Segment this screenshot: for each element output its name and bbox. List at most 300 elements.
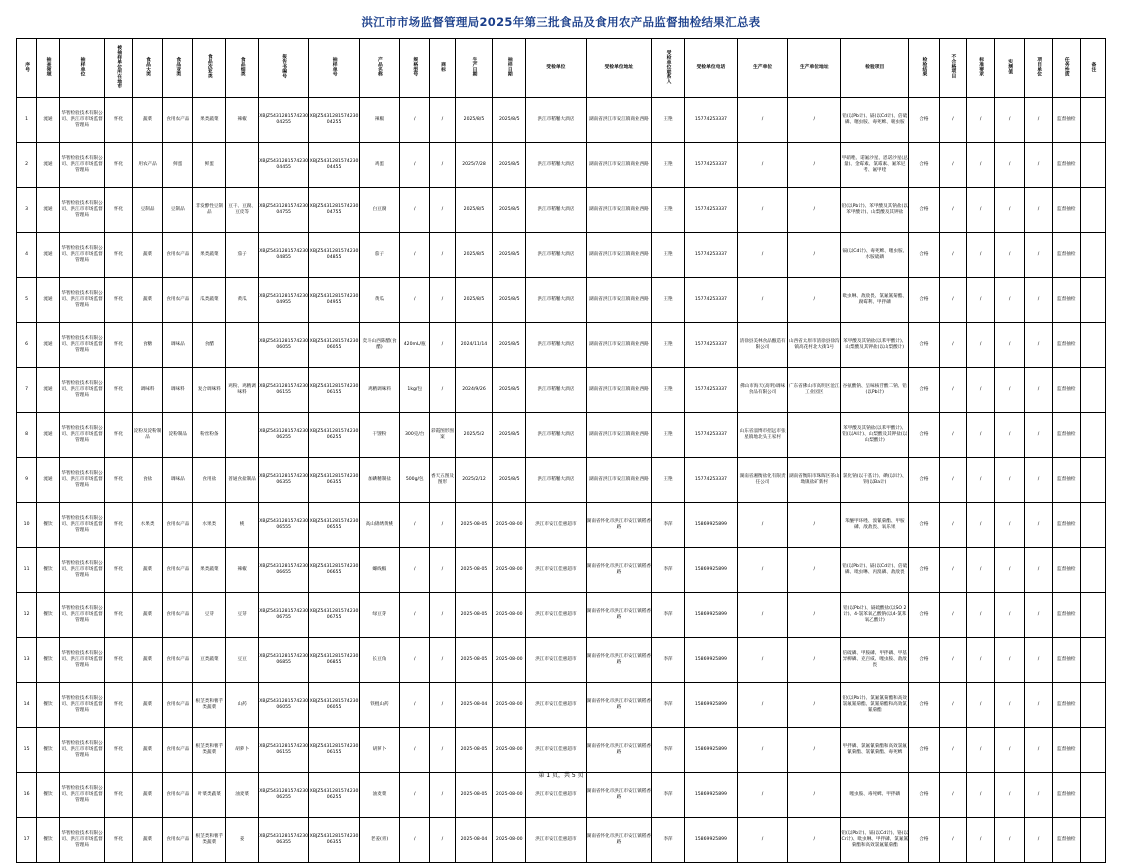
- cell-fail_item: /: [939, 322, 967, 367]
- cell-task: 监督抽检: [1052, 322, 1080, 367]
- cell-contact: 李萍: [652, 817, 685, 862]
- cell-result: 合格: [909, 367, 939, 412]
- col-header-3: 被抽样单位所在地市: [105, 38, 133, 97]
- cell-prod_date: 2025/2/12: [455, 457, 493, 502]
- cell-sample_date: 2025-08-00: [493, 592, 526, 637]
- cell-sample_date: 2025/8/5: [493, 97, 526, 142]
- cell-prod_date: 2025-08-05: [455, 637, 493, 682]
- cell-city: 怀化: [105, 637, 133, 682]
- cell-spec: /: [400, 637, 430, 682]
- cell-cat4: [226, 412, 259, 457]
- col-header-20: 生产单位地址: [788, 38, 841, 97]
- cell-manu_addr: /: [788, 142, 841, 187]
- cell-city: 怀化: [105, 592, 133, 637]
- cell-no: 10: [17, 502, 37, 547]
- col-header-19: 生产单位: [737, 38, 787, 97]
- cell-spec: /: [400, 232, 430, 277]
- cell-std: /: [967, 637, 995, 682]
- cell-manufacturer: 清徐县美林食品酿造有限公司: [737, 322, 787, 367]
- inspection-results-table: [16, 38, 1106, 863]
- cell-manufacturer: /: [737, 142, 787, 187]
- cell-std: /: [967, 682, 995, 727]
- cell-sample_date: 2025-08-00: [493, 727, 526, 772]
- cell-sample_date: 2025-08-00: [493, 637, 526, 682]
- cell-sampling_unit: 华智检验技术有限公司、洪江市市场监督管理局: [59, 502, 104, 547]
- cell-task: 监督抽检: [1052, 547, 1080, 592]
- cell-sample_date: 2025-08-00: [493, 547, 526, 592]
- cell-cat3: 根茎类和薯芋类蔬菜: [193, 727, 226, 772]
- cell-contact: 王艳: [652, 232, 685, 277]
- cell-spec: /: [400, 592, 430, 637]
- cell-sampling_unit: 华智检验技术有限公司、洪江市市场监督管理局: [59, 772, 104, 817]
- cell-cat1: 蔬菜: [132, 592, 162, 637]
- cell-contact: 李萍: [652, 592, 685, 637]
- cell-remark: [1080, 277, 1105, 322]
- cell-unit: /: [1025, 727, 1053, 772]
- cell-contact: 王艳: [652, 412, 685, 457]
- cell-result: 合格: [909, 187, 939, 232]
- table-row: [17, 817, 1106, 862]
- col-header-5: 食品亚类: [163, 38, 193, 97]
- cell-phone: 15869925899: [684, 637, 737, 682]
- cell-unit: /: [1025, 817, 1053, 862]
- cell-fail_item: /: [939, 142, 967, 187]
- cell-items: 铅(以Pb计)、镉硫酸盐(以SO 2计)、4-氯苯氧乙酸钠(以4-氯苯氧乙酸计): [841, 592, 909, 637]
- cell-items: 苯醚甲环唑、溴氰菊酯、甲胺磷、敌敌畏、氧乐果: [841, 502, 909, 547]
- cell-report_no: XBJZ543128157423006355: [258, 817, 308, 862]
- cell-cat3: 叶菜类蔬菜: [193, 772, 226, 817]
- cell-contact: 王艳: [652, 142, 685, 187]
- cell-unit: /: [1025, 682, 1053, 727]
- cell-report_no: XBJZ543128157423006755: [258, 592, 308, 637]
- cell-cat4: 桃: [226, 502, 259, 547]
- cell-manufacturer: /: [737, 727, 787, 772]
- cell-items: 吡虫啉、敌敌畏、氯氟氰菊酯、腐霉利、甲拌磷: [841, 277, 909, 322]
- cell-domain: 流通: [37, 457, 60, 502]
- cell-cat1: 蔬菜: [132, 232, 162, 277]
- cell-measured: /: [994, 637, 1024, 682]
- cell-sampling_unit: 华智检验技术有限公司、洪江市市场监督管理局: [59, 682, 104, 727]
- cell-manufacturer: 山东省淄博市招远市张星镇地北头王家村: [737, 412, 787, 457]
- cell-cat4: 黄瓜: [226, 277, 259, 322]
- cell-brand: /: [430, 592, 455, 637]
- cell-fail_item: /: [939, 412, 967, 457]
- cell-no: 1: [17, 97, 37, 142]
- cell-inspected_unit: 洪江市安江佳惠超市: [526, 502, 587, 547]
- cell-measured: /: [994, 772, 1024, 817]
- table-row: [17, 322, 1106, 367]
- cell-brand: /: [430, 322, 455, 367]
- cell-sample_no: XBJZ543128157423006855: [309, 637, 359, 682]
- cell-result: 合格: [909, 592, 939, 637]
- cell-spec: 1kg/包: [400, 367, 430, 412]
- cell-manu_addr: /: [788, 772, 841, 817]
- cell-unit: /: [1025, 277, 1053, 322]
- cell-brand: /: [430, 277, 455, 322]
- cell-no: 16: [17, 772, 37, 817]
- cell-std: /: [967, 322, 995, 367]
- cell-remark: [1080, 232, 1105, 277]
- cell-result: 合格: [909, 682, 939, 727]
- cell-prod_date: 2025/8/5: [455, 232, 493, 277]
- cell-items: 倍硫磷、甲胺磷、甲拌磷、甲基异柳磷、克百威、噻虫胺、敌敌畏: [841, 637, 909, 682]
- col-header-23: 不合格项目: [939, 38, 967, 97]
- col-header-28: 备注: [1080, 38, 1105, 97]
- cell-cat3: 食用盐: [193, 457, 226, 502]
- cell-cat2: 食用农产品: [163, 637, 193, 682]
- cell-result: 合格: [909, 817, 939, 862]
- cell-cat3: 粉丝粉条: [193, 412, 226, 457]
- cell-items: 苯甲酸及其钠盐(以苯甲酸计)、铝(以Al计)、山梨酸及其钾盐(以山梨酸计): [841, 412, 909, 457]
- cell-inspected_unit: 洪江市稻鬈大酒店: [526, 187, 587, 232]
- cell-product: 胡萝卜: [359, 727, 399, 772]
- cell-result: 合格: [909, 412, 939, 457]
- col-header-4: 食品大类: [132, 38, 162, 97]
- cell-spec: 500g/包: [400, 457, 430, 502]
- page-title: 洪江市市场监督管理局2025年第三批食品及食用农产品监督抽检结果汇总表: [361, 15, 761, 29]
- cell-unit: /: [1025, 412, 1053, 457]
- cell-phone: 15774253337: [684, 457, 737, 502]
- table-row: [17, 142, 1106, 187]
- cell-remark: [1080, 547, 1105, 592]
- cell-unit: /: [1025, 592, 1053, 637]
- cell-manu_addr: 山西省太原市清徐县徐沟镇高花村北大街1号: [788, 322, 841, 367]
- cell-prod_date: 2024/9/26: [455, 367, 493, 412]
- cell-brand: /: [430, 367, 455, 412]
- cell-cat3: 复合调味料: [193, 367, 226, 412]
- cell-inspected_addr: 湖南省洪江市安江镇商业西路: [586, 97, 652, 142]
- cell-fail_item: /: [939, 772, 967, 817]
- cell-cat2: 调味料: [163, 367, 193, 412]
- cell-cat3: 果类蔬菜: [193, 97, 226, 142]
- cell-measured: /: [994, 97, 1024, 142]
- cell-sample_date: 2025/8/5: [493, 367, 526, 412]
- cell-manu_addr: 湖南省衡阳市珠晖区茶山坳镇盐矿新村: [788, 457, 841, 502]
- cell-items: 苯甲酸及其钠盐(以苯甲酸计)、山梨酸及其钾盐(以山梨酸计): [841, 322, 909, 367]
- cell-no: 17: [17, 817, 37, 862]
- cell-std: /: [967, 367, 995, 412]
- cell-inspected_unit: 洪江市稻鬈大酒店: [526, 457, 587, 502]
- cell-cat4: 豆芽: [226, 592, 259, 637]
- cell-domain: 流通: [37, 187, 60, 232]
- cell-city: 怀化: [105, 817, 133, 862]
- cell-report_no: XBJZ543128157423006155: [258, 367, 308, 412]
- table-row: [17, 97, 1106, 142]
- cell-measured: /: [994, 592, 1024, 637]
- cell-cat2: 调味品: [163, 457, 193, 502]
- cell-cat3: 非发酵性豆制品: [193, 187, 226, 232]
- col-header-11: 规格型号: [400, 38, 430, 97]
- cell-prod_date: 2025/8/5: [455, 187, 493, 232]
- cell-cat2: 豆制品: [163, 187, 193, 232]
- cell-contact: 李萍: [652, 772, 685, 817]
- cell-std: /: [967, 142, 995, 187]
- cell-domain: 餐饮: [37, 727, 60, 772]
- cell-task: 监督抽检: [1052, 682, 1080, 727]
- cell-manu_addr: /: [788, 592, 841, 637]
- cell-spec: /: [400, 727, 430, 772]
- cell-task: 监督抽检: [1052, 412, 1080, 457]
- col-header-15: 受检单位: [526, 38, 587, 97]
- cell-cat3: 水果类: [193, 502, 226, 547]
- col-header-25: 实测值: [994, 38, 1024, 97]
- cell-city: 怀化: [105, 547, 133, 592]
- cell-sampling_unit: 华智检验技术有限公司、洪江市市场监督管理局: [59, 187, 104, 232]
- cell-manufacturer: /: [737, 547, 787, 592]
- cell-inspected_unit: 洪江市安江佳惠超市: [526, 592, 587, 637]
- cell-sampling_unit: 华智检验技术有限公司、洪江市市场监督管理局: [59, 322, 104, 367]
- cell-inspected_addr: 湖南省洪江市安江镇商业西路: [586, 277, 652, 322]
- cell-product: 老姜(青): [359, 817, 399, 862]
- cell-prod_date: 2025-08-04: [455, 817, 493, 862]
- cell-inspected_addr: 湖南省怀化市洪江市安江镇稻香路: [586, 592, 652, 637]
- cell-cat4: [226, 142, 259, 187]
- cell-remark: [1080, 682, 1105, 727]
- cell-manu_addr: /: [788, 727, 841, 772]
- cell-product: 加碘精制盐: [359, 457, 399, 502]
- cell-std: /: [967, 277, 995, 322]
- cell-measured: /: [994, 817, 1024, 862]
- cell-manu_addr: /: [788, 277, 841, 322]
- col-header-0: 序号: [17, 38, 37, 97]
- cell-task: 监督抽检: [1052, 142, 1080, 187]
- cell-contact: 李萍: [652, 547, 685, 592]
- cell-unit: /: [1025, 232, 1053, 277]
- cell-sample_no: XBJZ543128157423006055: [309, 682, 359, 727]
- cell-sample_no: XBJZ543128157423004455: [309, 142, 359, 187]
- cell-report_no: XBJZ543128157423006055: [258, 322, 308, 367]
- cell-product: 绿豆芽: [359, 592, 399, 637]
- cell-prod_date: 2024/11/14: [455, 322, 493, 367]
- cell-measured: /: [994, 187, 1024, 232]
- cell-fail_item: /: [939, 682, 967, 727]
- cell-unit: /: [1025, 457, 1053, 502]
- cell-sample_date: 2025/8/5: [493, 142, 526, 187]
- cell-phone: 15869925899: [684, 727, 737, 772]
- cell-sample_date: 2025/8/5: [493, 322, 526, 367]
- cell-domain: 餐饮: [37, 682, 60, 727]
- cell-no: 15: [17, 727, 37, 772]
- cell-inspected_addr: 湖南省洪江市安江镇商业西路: [586, 412, 652, 457]
- cell-fail_item: /: [939, 727, 967, 772]
- table-row: [17, 502, 1106, 547]
- cell-cat1: 蔬菜: [132, 97, 162, 142]
- cell-contact: 李萍: [652, 682, 685, 727]
- cell-report_no: XBJZ543128157423004855: [258, 232, 308, 277]
- cell-sample_date: 2025/8/5: [493, 412, 526, 457]
- col-header-8: 报告书编号: [258, 38, 308, 97]
- cell-phone: 15869925899: [684, 772, 737, 817]
- cell-cat3: 根茎类和薯芋类蔬菜: [193, 682, 226, 727]
- cell-unit: /: [1025, 142, 1053, 187]
- cell-inspected_unit: 洪江市安江佳惠超市: [526, 817, 587, 862]
- cell-sample_no: XBJZ543128157423006555: [309, 502, 359, 547]
- col-header-27: 任务性质: [1052, 38, 1080, 97]
- cell-product: 鸡精调味料: [359, 367, 399, 412]
- col-header-12: 商标: [430, 38, 455, 97]
- cell-remark: [1080, 142, 1105, 187]
- cell-prod_date: 2025-08-05: [455, 727, 493, 772]
- cell-sample_no: XBJZ543128157423004255: [309, 97, 359, 142]
- cell-fail_item: /: [939, 817, 967, 862]
- cell-cat2: 食用农产品: [163, 232, 193, 277]
- cell-contact: 王艳: [652, 97, 685, 142]
- cell-inspected_unit: 洪江市稻鬈大酒店: [526, 97, 587, 142]
- cell-cat1: 用农产品: [132, 142, 162, 187]
- cell-product: 茄子: [359, 232, 399, 277]
- cell-measured: /: [994, 367, 1024, 412]
- cell-result: 合格: [909, 232, 939, 277]
- cell-unit: /: [1025, 367, 1053, 412]
- cell-inspected_addr: 湖南省怀化市洪江市安江镇稻香路: [586, 817, 652, 862]
- cell-remark: [1080, 592, 1105, 637]
- cell-remark: [1080, 367, 1105, 412]
- cell-cat3: 果类蔬菜: [193, 232, 226, 277]
- cell-no: 5: [17, 277, 37, 322]
- cell-remark: [1080, 457, 1105, 502]
- cell-brand: /: [430, 232, 455, 277]
- cell-cat1: 蔬菜: [132, 727, 162, 772]
- cell-result: 合格: [909, 502, 939, 547]
- cell-cat2: 淀粉制品: [163, 412, 193, 457]
- cell-result: 合格: [909, 772, 939, 817]
- cell-spec: 420mL/瓶: [400, 322, 430, 367]
- cell-manufacturer: 佛山市海天(高明)调味食品有限公司: [737, 367, 787, 412]
- cell-phone: 15774253337: [684, 187, 737, 232]
- cell-manu_addr: /: [788, 637, 841, 682]
- cell-spec: /: [400, 682, 430, 727]
- col-header-7: 食品细类: [226, 38, 259, 97]
- cell-manufacturer: /: [737, 232, 787, 277]
- col-header-26: 项目单位: [1025, 38, 1053, 97]
- cell-sample_no: XBJZ543128157423006155: [309, 367, 359, 412]
- cell-task: 监督抽检: [1052, 817, 1080, 862]
- cell-sampling_unit: 华智检验技术有限公司、洪江市市场监督管理局: [59, 142, 104, 187]
- cell-task: 监督抽检: [1052, 367, 1080, 412]
- cell-phone: 15774253337: [684, 142, 737, 187]
- cell-std: /: [967, 412, 995, 457]
- cell-items: 镉(以Cd计)、毒死蜱、噻虫胺、水胺硫磷: [841, 232, 909, 277]
- cell-phone: 15774253337: [684, 277, 737, 322]
- cell-task: 监督抽检: [1052, 277, 1080, 322]
- cell-inspected_unit: 洪江市安江佳惠超市: [526, 547, 587, 592]
- cell-spec: /: [400, 502, 430, 547]
- cell-no: 3: [17, 187, 37, 232]
- cell-fail_item: /: [939, 232, 967, 277]
- table-row: [17, 727, 1106, 772]
- cell-no: 12: [17, 592, 37, 637]
- cell-spec: /: [400, 547, 430, 592]
- cell-cat4: 胡萝卜: [226, 727, 259, 772]
- cell-inspected_addr: 湖南省怀化市洪江市安江镇稻香路: [586, 502, 652, 547]
- cell-std: /: [967, 457, 995, 502]
- cell-cat3: 豆类蔬菜: [193, 637, 226, 682]
- cell-task: 监督抽检: [1052, 502, 1080, 547]
- cell-product: 白豆腐: [359, 187, 399, 232]
- cell-brand: /: [430, 772, 455, 817]
- cell-brand: /: [430, 142, 455, 187]
- cell-sample_no: XBJZ543128157423006255: [309, 772, 359, 817]
- cell-cat4: 普通食盐制品: [226, 457, 259, 502]
- cell-city: 怀化: [105, 277, 133, 322]
- cell-inspected_addr: 湖南省怀化市洪江市安江镇稻香路: [586, 637, 652, 682]
- cell-remark: [1080, 637, 1105, 682]
- col-header-9: 抽样单号: [309, 38, 359, 97]
- cell-items: 铅(以Pb计)、氯氟氰菊酯和高效氯氟氰菊酯、氯氰菊酯和高效氯氰菊酯: [841, 682, 909, 727]
- cell-manu_addr: /: [788, 547, 841, 592]
- cell-cat3: 豆芽: [193, 592, 226, 637]
- cell-inspected_unit: 洪江市稻鬈大酒店: [526, 367, 587, 412]
- cell-sample_no: XBJZ543128157423006255: [309, 412, 359, 457]
- cell-result: 合格: [909, 457, 939, 502]
- cell-domain: 流通: [37, 322, 60, 367]
- cell-phone: 15869925899: [684, 502, 737, 547]
- cell-sample_date: 2025/8/5: [493, 187, 526, 232]
- cell-measured: /: [994, 322, 1024, 367]
- col-header-16: 受检单位地址: [586, 38, 652, 97]
- table-row: [17, 412, 1106, 457]
- cell-remark: [1080, 187, 1105, 232]
- cell-report_no: XBJZ543128157423006555: [258, 502, 308, 547]
- cell-result: 合格: [909, 322, 939, 367]
- cell-cat4: 山药: [226, 682, 259, 727]
- cell-product: 干馊粉: [359, 412, 399, 457]
- cell-unit: /: [1025, 502, 1053, 547]
- cell-task: 监督抽检: [1052, 772, 1080, 817]
- cell-unit: /: [1025, 97, 1053, 142]
- cell-manufacturer: /: [737, 637, 787, 682]
- cell-remark: [1080, 322, 1105, 367]
- table-row: [17, 232, 1106, 277]
- cell-sample_no: XBJZ543128157423006655: [309, 547, 359, 592]
- cell-product: 鸡蛋: [359, 142, 399, 187]
- cell-city: 怀化: [105, 142, 133, 187]
- cell-domain: 流通: [37, 142, 60, 187]
- cell-no: 2: [17, 142, 37, 187]
- cell-cat4: 豆干、豆腐、豆皮等: [226, 187, 259, 232]
- cell-cat3: 鲜蛋: [193, 142, 226, 187]
- cell-task: 监督抽检: [1052, 232, 1080, 277]
- cell-city: 怀化: [105, 187, 133, 232]
- cell-inspected_unit: 洪江市安江佳惠超市: [526, 682, 587, 727]
- cell-cat3: 果类蔬菜: [193, 547, 226, 592]
- cell-unit: /: [1025, 187, 1053, 232]
- cell-measured: /: [994, 142, 1024, 187]
- cell-spec: 300克/台: [400, 412, 430, 457]
- cell-measured: /: [994, 277, 1024, 322]
- cell-fail_item: /: [939, 97, 967, 142]
- cell-manufacturer: /: [737, 772, 787, 817]
- cell-remark: [1080, 772, 1105, 817]
- cell-inspected_unit: 洪江市稻鬈大酒店: [526, 412, 587, 457]
- cell-manufacturer: /: [737, 187, 787, 232]
- cell-spec: /: [400, 97, 430, 142]
- cell-manufacturer: /: [737, 592, 787, 637]
- cell-cat2: 食用农产品: [163, 97, 193, 142]
- cell-cat1: 蔬菜: [132, 817, 162, 862]
- cell-std: /: [967, 502, 995, 547]
- cell-prod_date: 2025/7/28: [455, 142, 493, 187]
- cell-cat3: 瓜类蔬菜: [193, 277, 226, 322]
- cell-cat4: 鸡粉、鸡精调味料: [226, 367, 259, 412]
- cell-inspected_addr: 湖南省怀化市洪江市安江镇稻香路: [586, 547, 652, 592]
- cell-manu_addr: /: [788, 97, 841, 142]
- cell-sample_no: XBJZ543128157423004955: [309, 277, 359, 322]
- cell-cat2: 食用农产品: [163, 817, 193, 862]
- cell-items: 噻虫胺、毒死蜱、甲拌磷: [841, 772, 909, 817]
- cell-cat2: 食用农产品: [163, 547, 193, 592]
- cell-manufacturer: /: [737, 277, 787, 322]
